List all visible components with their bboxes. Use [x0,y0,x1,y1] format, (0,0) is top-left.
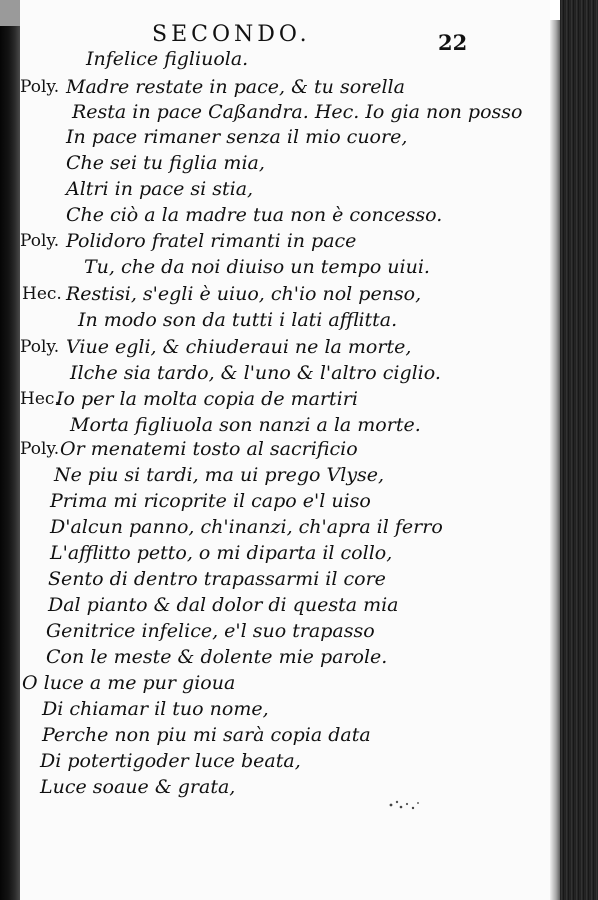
verse-text: Genitrice infelice, e'l suo trapasso [46,620,375,642]
speaker-label: Poly. [20,337,60,357]
verse-text: Ne piu si tardi, ma ui prego Vlyse, [54,464,385,486]
verse-text: Io per la molta copia de martiri [56,388,358,410]
verse-text: Di potertigoder luce beata, [40,750,301,772]
verse-text: Madre restate in pace, & tu sorella [66,76,405,98]
ornament-mark [387,796,423,814]
verse-text: Viue egli, & chiuderaui ne la morte, [66,336,412,358]
verse-text: Di chiamar il tuo nome, [42,698,269,720]
verse-text: Altri in pace si stia, [66,178,254,200]
page-edge-shadow [550,20,560,900]
verse-text: In pace rimaner senza il mio cuore, [66,126,408,148]
verse-text: Con le meste & dolente mie parole. [46,646,388,668]
verse-text: Prima mi ricoprite il capo e'l uiso [50,490,371,512]
speaker-label: Hec. [22,284,62,304]
verse-text: Tu, che da noi diuiso un tempo uiui. [84,256,430,278]
verse-text: D'alcun panno, ch'inanzi, ch'apra il ferro [50,516,443,538]
verse-text: Restisi, s'egli è uiuo, ch'io nol penso, [66,283,422,305]
verse-text: Polidoro fratel rimanti in pace [66,230,357,252]
running-head: SECONDO. [152,22,311,47]
print-ornament [387,796,423,818]
verse-text: In modo son da tutti i lati afflitta. [78,309,398,331]
speaker-label: Poly. [20,77,60,97]
speaker-label: Hec. [20,389,60,409]
verse-text: Sento di dentro trapassarmi il core [48,568,386,590]
book-page [20,0,550,900]
book-edge-right [560,0,598,900]
verse-text: Luce soaue & grata, [40,776,236,798]
verse-text: L'afflitto petto, o mi diparta il collo, [50,542,393,564]
verse-text: Resta in pace Caßandra. Hec. Io gia non posso [72,101,523,123]
verse-text: Che ciò a la madre tua non è concesso. [66,204,443,226]
speaker-label: Poly. [20,439,60,459]
verse-text: Morta figliuola son nanzi a la morte. [70,414,421,436]
speaker-label: Poly. [20,231,60,251]
page-number: 22 [438,30,468,55]
verse-text: Che sei tu figlia mia, [66,152,265,174]
verse-text: Perche non piu mi sarà copia data [42,724,371,746]
book-gutter-left [0,0,20,900]
verse-text: Ilche sia tardo, & l'uno & l'altro ciglio. [70,362,441,384]
page-corner-left [0,0,22,26]
verse-text: O luce a me pur gioua [22,672,236,694]
verse-text: Or menatemi tosto al sacrificio [60,438,358,460]
verse-text: Infelice figliuola. [86,48,249,70]
verse-text: Dal pianto & dal dolor di questa mia [48,594,399,616]
